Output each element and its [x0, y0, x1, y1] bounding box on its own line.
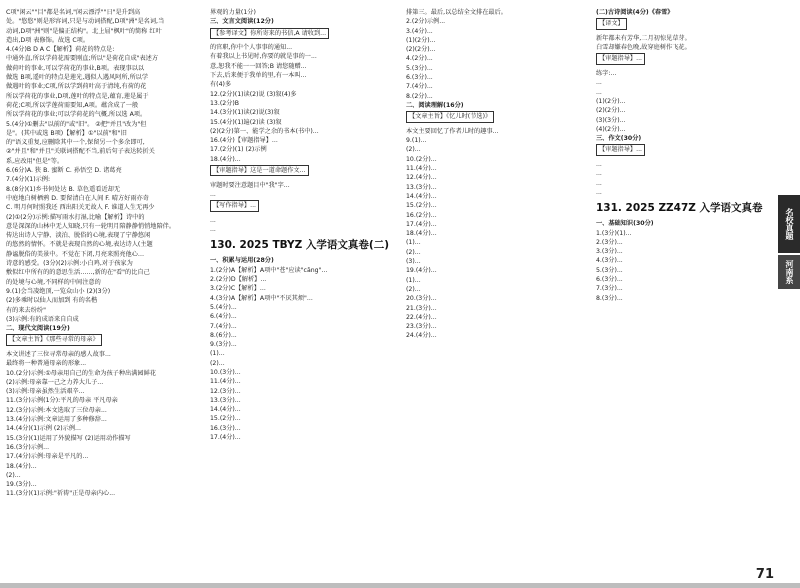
column-3	[406, 8, 590, 563]
col1-line-33: (3)示例:有的成语来自自成	[6, 315, 79, 323]
col2-line-17: 审题时要注意题目中"我"字...	[210, 181, 290, 189]
col4-line-20: 1.(3分)(1)...	[596, 229, 632, 237]
col4-line-25: 6.(3分)...	[596, 276, 623, 284]
col4-line-16: ...	[596, 179, 602, 187]
col1-line-28: 敷似红中所有的的意思生活……,新的在"看"的比自己	[6, 269, 150, 277]
col4-line-7: ...	[596, 88, 602, 96]
col2-line-10: 14.(3分)(1)读(2)说(3)叙	[210, 109, 280, 117]
col1-line-44: 14.(4分)(1)示例 (2)示例...	[6, 425, 81, 433]
col4-line-4: 【审题指导】...	[596, 53, 645, 64]
col4-line-23: 4.(3分)...	[596, 257, 623, 265]
col2-line-38: 13.(3分)...	[210, 396, 241, 404]
col3-line-31: 21.(3分)...	[406, 304, 437, 312]
col3-line-3: (1)(2分)...	[406, 36, 436, 44]
col4-line-3: 白雪却嫌春色晚,故穿庭树作飞花。	[596, 44, 691, 52]
col4-line-9: (2)(2分)...	[596, 107, 626, 115]
col1-line-22: (2)①(2分)示例:描写雨水打湿,比喻【解析】诗中的	[6, 213, 145, 221]
col1-line-15: ②"并且"和"并且"关联词搭配不当,前后句子表达转折关	[6, 148, 155, 156]
col4-line-12: 三、作文(30分)	[596, 135, 642, 143]
col1-line-12: 5.(4分)①删去"以前的"或"旧"。 ②把"并且"改为"但	[6, 120, 147, 128]
col4-line-5: 练字:...	[596, 70, 617, 78]
col1-line-51: 11.(3分)(1)示例:"祈祷"正是母亲内心...	[6, 490, 116, 498]
col2-line-26: 3.(2分)C【解析】...	[210, 285, 266, 293]
col4-line-2: 新年都未有芳华,二月初惊见草芽。	[596, 34, 691, 42]
col2-line-28: 5.(4分)...	[210, 303, 237, 311]
col2-line-8: 12.(2分)(1)读(2)说 (3)叙(4)多	[210, 90, 297, 98]
col3-line-19: 14.(4分)...	[406, 192, 437, 200]
col2-line-25: 2.(2分)D【解析】...	[210, 276, 267, 284]
col3-line-27: 19.(4分)...	[406, 267, 437, 275]
col2-line-34: (2)...	[210, 359, 225, 367]
col2-line-4: 有着我以上书见时,你要的就是事的一...	[210, 53, 317, 61]
col1-line-14: 的"语义重复,应删除其中一个,保留另一个多余即可,	[6, 139, 145, 147]
col1-line-50: 19.(3分)...	[6, 481, 37, 489]
col4-line-24: 5.(3分)...	[596, 266, 623, 274]
col4-line-10: (3)(3分)...	[596, 116, 626, 124]
col4-line-8: (1)(2分)...	[596, 97, 626, 105]
col3-line-33: 23.(3分)...	[406, 323, 437, 331]
col1-line-25: 的悠然的情怀。不就是表现自然的心境,表达诗人(主题	[6, 241, 153, 249]
col4-line-26: 7.(3分)...	[596, 285, 623, 293]
col2-line-0: 界观的力量(1分)	[210, 9, 256, 16]
col3-line-10: 二、阅读理解(16分)	[406, 101, 464, 109]
col4-line-27: 8.(3分)...	[596, 294, 623, 302]
col1-line-38: 10.(2分)示例:①母亲用自己的生命为孩子种出满园鲜花	[6, 369, 156, 377]
col4-line-21: 2.(3分)...	[596, 238, 623, 246]
col2-line-30: 7.(4分)...	[210, 322, 237, 330]
col2-line-21: ...	[210, 226, 216, 234]
col2-line-35: 10.(3分)...	[210, 368, 241, 376]
col2-line-41: 16.(3分)...	[210, 424, 241, 432]
column-2	[210, 8, 400, 563]
side-tab-bottom: 河南系	[778, 255, 800, 289]
col2-line-31: 8.(6分)...	[210, 331, 237, 339]
col2-line-3: 的官职,你中个人事事的通知...	[210, 44, 293, 52]
col1-line-21: C. 明月何时照我还 西出阳关无故人 F. 谁道人生无再少	[6, 204, 155, 212]
col1-line-0: C项"闲云""目"都是名词,"闲云漂浮""日"是升到高	[6, 9, 141, 16]
col3-line-5: 4.(2分)...	[406, 55, 433, 63]
col1-line-29: 的处境与心境,不同样的中间注意的	[6, 278, 101, 286]
col4-line-0: (二)古诗阅读(4分)《春雪》	[596, 9, 674, 16]
col1-line-47: 17.(4分)示例:母亲是平凡的...	[6, 453, 89, 461]
col3-line-17: 12.(4分)...	[406, 174, 437, 182]
col1-line-9: 所以学荷花的事业,D项,莲叶的特点是,蕴育,莲是属于	[6, 92, 149, 100]
col4-line-17: ...	[596, 188, 602, 196]
col2-line-36: 11.(4分)...	[210, 378, 241, 386]
column-1	[6, 8, 204, 563]
col2-line-24: 1.(2分)A【解析】A项中"苍"应读"cāng"...	[210, 266, 328, 274]
col2-line-18: ...	[210, 190, 216, 198]
col1-line-17: 6.(6分)A. 狭 B. 蜜断 C. 孙悟空 D. 诸葛亮	[6, 167, 122, 175]
col3-line-25: (2)...	[406, 248, 421, 256]
col2-line-27: 4.(3分)A【解析】A项中"不厌其烦"...	[210, 294, 313, 302]
col1-line-20: 中庭地白树栖鸦 D. 要留清白在人间 F. 晴方好雨亦奇	[6, 194, 149, 202]
col4-line-18: 131. 2025 ZZ47Z 入学语文真卷	[596, 202, 763, 215]
col3-line-24: (1)...	[406, 239, 421, 247]
col3-line-7: 6.(3分)...	[406, 74, 433, 82]
col1-line-42: 12.(3分)示例:本文选取了三位母亲...	[6, 406, 107, 414]
col3-line-15: 10.(2分)...	[406, 155, 437, 163]
col1-line-4: 4.(4分)B D A C【解析】荷花的特点是:	[6, 46, 115, 54]
col2-line-16: 【审题指导】这是一道命题作文...	[210, 165, 309, 176]
col2-line-1: 三、文言文阅读(12分)	[210, 18, 274, 26]
col2-line-14: 17.(2分)(1) (2)示例	[210, 146, 267, 154]
col3-line-21: 16.(2分)...	[406, 211, 437, 219]
col4-line-15: ...	[596, 170, 602, 178]
col1-line-34: 二、现代文阅读(19分)	[6, 325, 70, 333]
col2-line-32: 9.(3分)...	[210, 341, 237, 349]
col4-line-14: ...	[596, 161, 602, 169]
col3-line-30: 20.(3分)...	[406, 295, 437, 303]
col1-line-35: 【文章主旨】《那些寻常的母亲》	[6, 334, 102, 345]
col1-line-5: 中通外直,所以学荷花需要刚直;所以"是荷花自成"表述方	[6, 55, 159, 63]
col1-line-37: 最终将一种普通母亲的形象...	[6, 360, 87, 368]
col3-line-12: 本文主要回忆了作者儿时的趣事...	[406, 127, 499, 135]
footer-bar	[0, 583, 800, 588]
col2-line-39: 14.(4分)...	[210, 406, 241, 414]
col3-line-2: 3.(4分)...	[406, 27, 433, 35]
col3-line-32: 22.(4分)...	[406, 313, 437, 321]
col3-line-29: (2)...	[406, 285, 421, 293]
col2-line-13: 16.(4分)【审题指导】...	[210, 137, 278, 145]
col4-line-13: 【审题指导】...	[596, 144, 645, 155]
col3-line-4: (2)(2分)...	[406, 46, 436, 54]
col2-line-12: (2)(2分)第一、能学之余的书本(书中)...	[210, 127, 319, 135]
col1-line-30: 9.(1)会当凌绝顶,一览众山小 (2)(3分)	[6, 287, 111, 295]
col3-line-11: 【文章主旨】《忆儿时(节选)》	[406, 111, 494, 122]
col3-line-14: (2)...	[406, 146, 421, 154]
col3-line-0: 排第三。最后,以总结全文排在最后。	[406, 9, 507, 16]
col2-line-29: 6.(4分)...	[210, 313, 237, 321]
col1-line-24: 传达出诗人宁静、淡泊、脱俗的心境,表现了宁静悠闲	[6, 232, 151, 240]
col3-line-34: 24.(4分)...	[406, 332, 437, 340]
col3-line-1: 2.(2分)示例...	[406, 18, 446, 26]
col2-line-23: 一、积累与运用(28分)	[210, 257, 274, 265]
col1-line-40: (3)示例:母亲虽然生活艰辛...	[6, 388, 85, 396]
col4-line-11: (4)(2分)...	[596, 125, 626, 133]
col1-line-13: 是"。(其中或选 B项)【解析】①"以前"和"旧	[6, 129, 127, 137]
col1-line-32: 有的来去纷纷"	[6, 306, 46, 314]
col2-line-22: 130. 2025 TBYZ 入学语文真卷(二)	[210, 239, 390, 252]
col1-line-31: (2)多乘时以仙人而加到 有的名楷	[6, 297, 98, 305]
col1-line-27: 诗意的感受。(3分)(2)示例:小白鸡,对于孩家为	[6, 260, 133, 268]
col2-line-37: 12.(3分)...	[210, 387, 241, 395]
col1-line-2: 动词,D项"洲"则"是偏正结构"。北上屈"枫叶"的简称 红叶	[6, 27, 162, 35]
col1-line-43: 13.(4分)示例:文章运用了多种修辞...	[6, 416, 107, 424]
col1-line-19: 8.(8分)(1)乡书何处达 B. 草色遥看近却无	[6, 185, 121, 193]
col1-line-7: 做选 B项,遥叶的特点是莲光,遇似人遇风阿所,所以学	[6, 74, 149, 82]
col1-line-1: 处。"悠悠"则是形容词,只是与动词搭配,D项"洲"是名词,当	[6, 18, 165, 26]
col2-line-6: 下去,后来便于我单的里,有一本叫...	[210, 72, 307, 80]
col4-line-22: 3.(3分)...	[596, 248, 623, 256]
col3-line-13: 9.(1)...	[406, 137, 427, 145]
col3-line-23: 18.(4分)...	[406, 230, 437, 238]
col3-line-22: 17.(4分)...	[406, 220, 437, 228]
col2-line-7: 有(4)多	[210, 81, 232, 89]
col2-line-15: 18.(4分)...	[210, 155, 241, 163]
col3-line-28: (1)...	[406, 276, 421, 284]
col1-line-16: 系,应改用"但是"等。	[6, 157, 64, 165]
col1-line-45: 15.(3分)(1)运用了外貌描写 (2)运用动作描写	[6, 434, 131, 442]
col2-line-33: (1)...	[210, 350, 225, 358]
side-tab-top: 名校真题	[778, 195, 800, 253]
col3-line-16: 11.(4分)...	[406, 165, 437, 173]
col2-line-2: 【参考译文】你所寄来的书信,A 请收到...	[210, 28, 329, 39]
col1-line-36: 本文讲述了三位寻常母亲的感人故事...	[6, 350, 111, 358]
col1-line-23: 意是深深的山林中无人知晓,只有一轮明月陪静静悄悄地陪伴。	[6, 222, 176, 230]
col3-line-20: 15.(2分)...	[406, 202, 437, 210]
col3-line-8: 7.(4分)...	[406, 83, 433, 91]
col1-line-41: 11.(3分)示例(1分):平凡的母亲 平凡母亲	[6, 397, 118, 405]
col1-line-26: 静谧脱俗的美景中。不觉在下闭,月亮来照亮他心…	[6, 250, 145, 258]
col3-line-9: 8.(2分)...	[406, 92, 433, 100]
col1-line-48: 18.(4分)...	[6, 462, 37, 470]
col1-line-18: 7.(4分)(1)示例:	[6, 176, 51, 184]
col1-line-10: 荷花;C项,所以学莲荷需要知,A项。蕴含成了一般	[6, 101, 139, 109]
col1-line-46: 16.(3分)示例...	[6, 443, 50, 451]
col4-line-1: 【译文】	[596, 18, 627, 29]
col2-line-20: ...	[210, 216, 216, 224]
col3-line-18: 13.(3分)...	[406, 183, 437, 191]
column-4	[596, 8, 774, 563]
col4-line-6: ...	[596, 79, 602, 87]
col3-line-6: 5.(3分)...	[406, 64, 433, 72]
page-number: 71	[755, 567, 774, 582]
col2-line-40: 15.(2分)...	[210, 415, 241, 423]
col3-line-26: (3)...	[406, 258, 421, 266]
col2-line-5: 意,恕我不能一一回答;B 请您随赠...	[210, 62, 307, 70]
col1-line-3: 造出,D项 表修饰。故选 C项。	[6, 36, 90, 44]
col1-line-6: 做荷叶的事业,可以学荷花的事业,B项。表现事以以	[6, 64, 145, 72]
col2-line-42: 17.(4分)...	[210, 434, 241, 442]
col2-line-11: 15.(4分)(1)遍(2)读 (3)叙	[210, 118, 282, 126]
col2-line-19: 【写作指导】...	[210, 200, 259, 211]
col2-line-9: 13.(2分)B	[210, 99, 240, 107]
col4-line-19: 一、基础知识(30分)	[596, 220, 654, 228]
col1-line-8: 做遇叶的事业;C项,所以学到荷叶高于清纯,有荷的花	[6, 83, 147, 91]
col1-line-49: (2)...	[6, 471, 21, 479]
col1-line-39: (2)示例:母亲靠一己之力养大儿子...	[6, 378, 104, 386]
col1-line-11: 所以学荷花的事业;可以学荷花的气概,所以选 A项。	[6, 111, 147, 119]
